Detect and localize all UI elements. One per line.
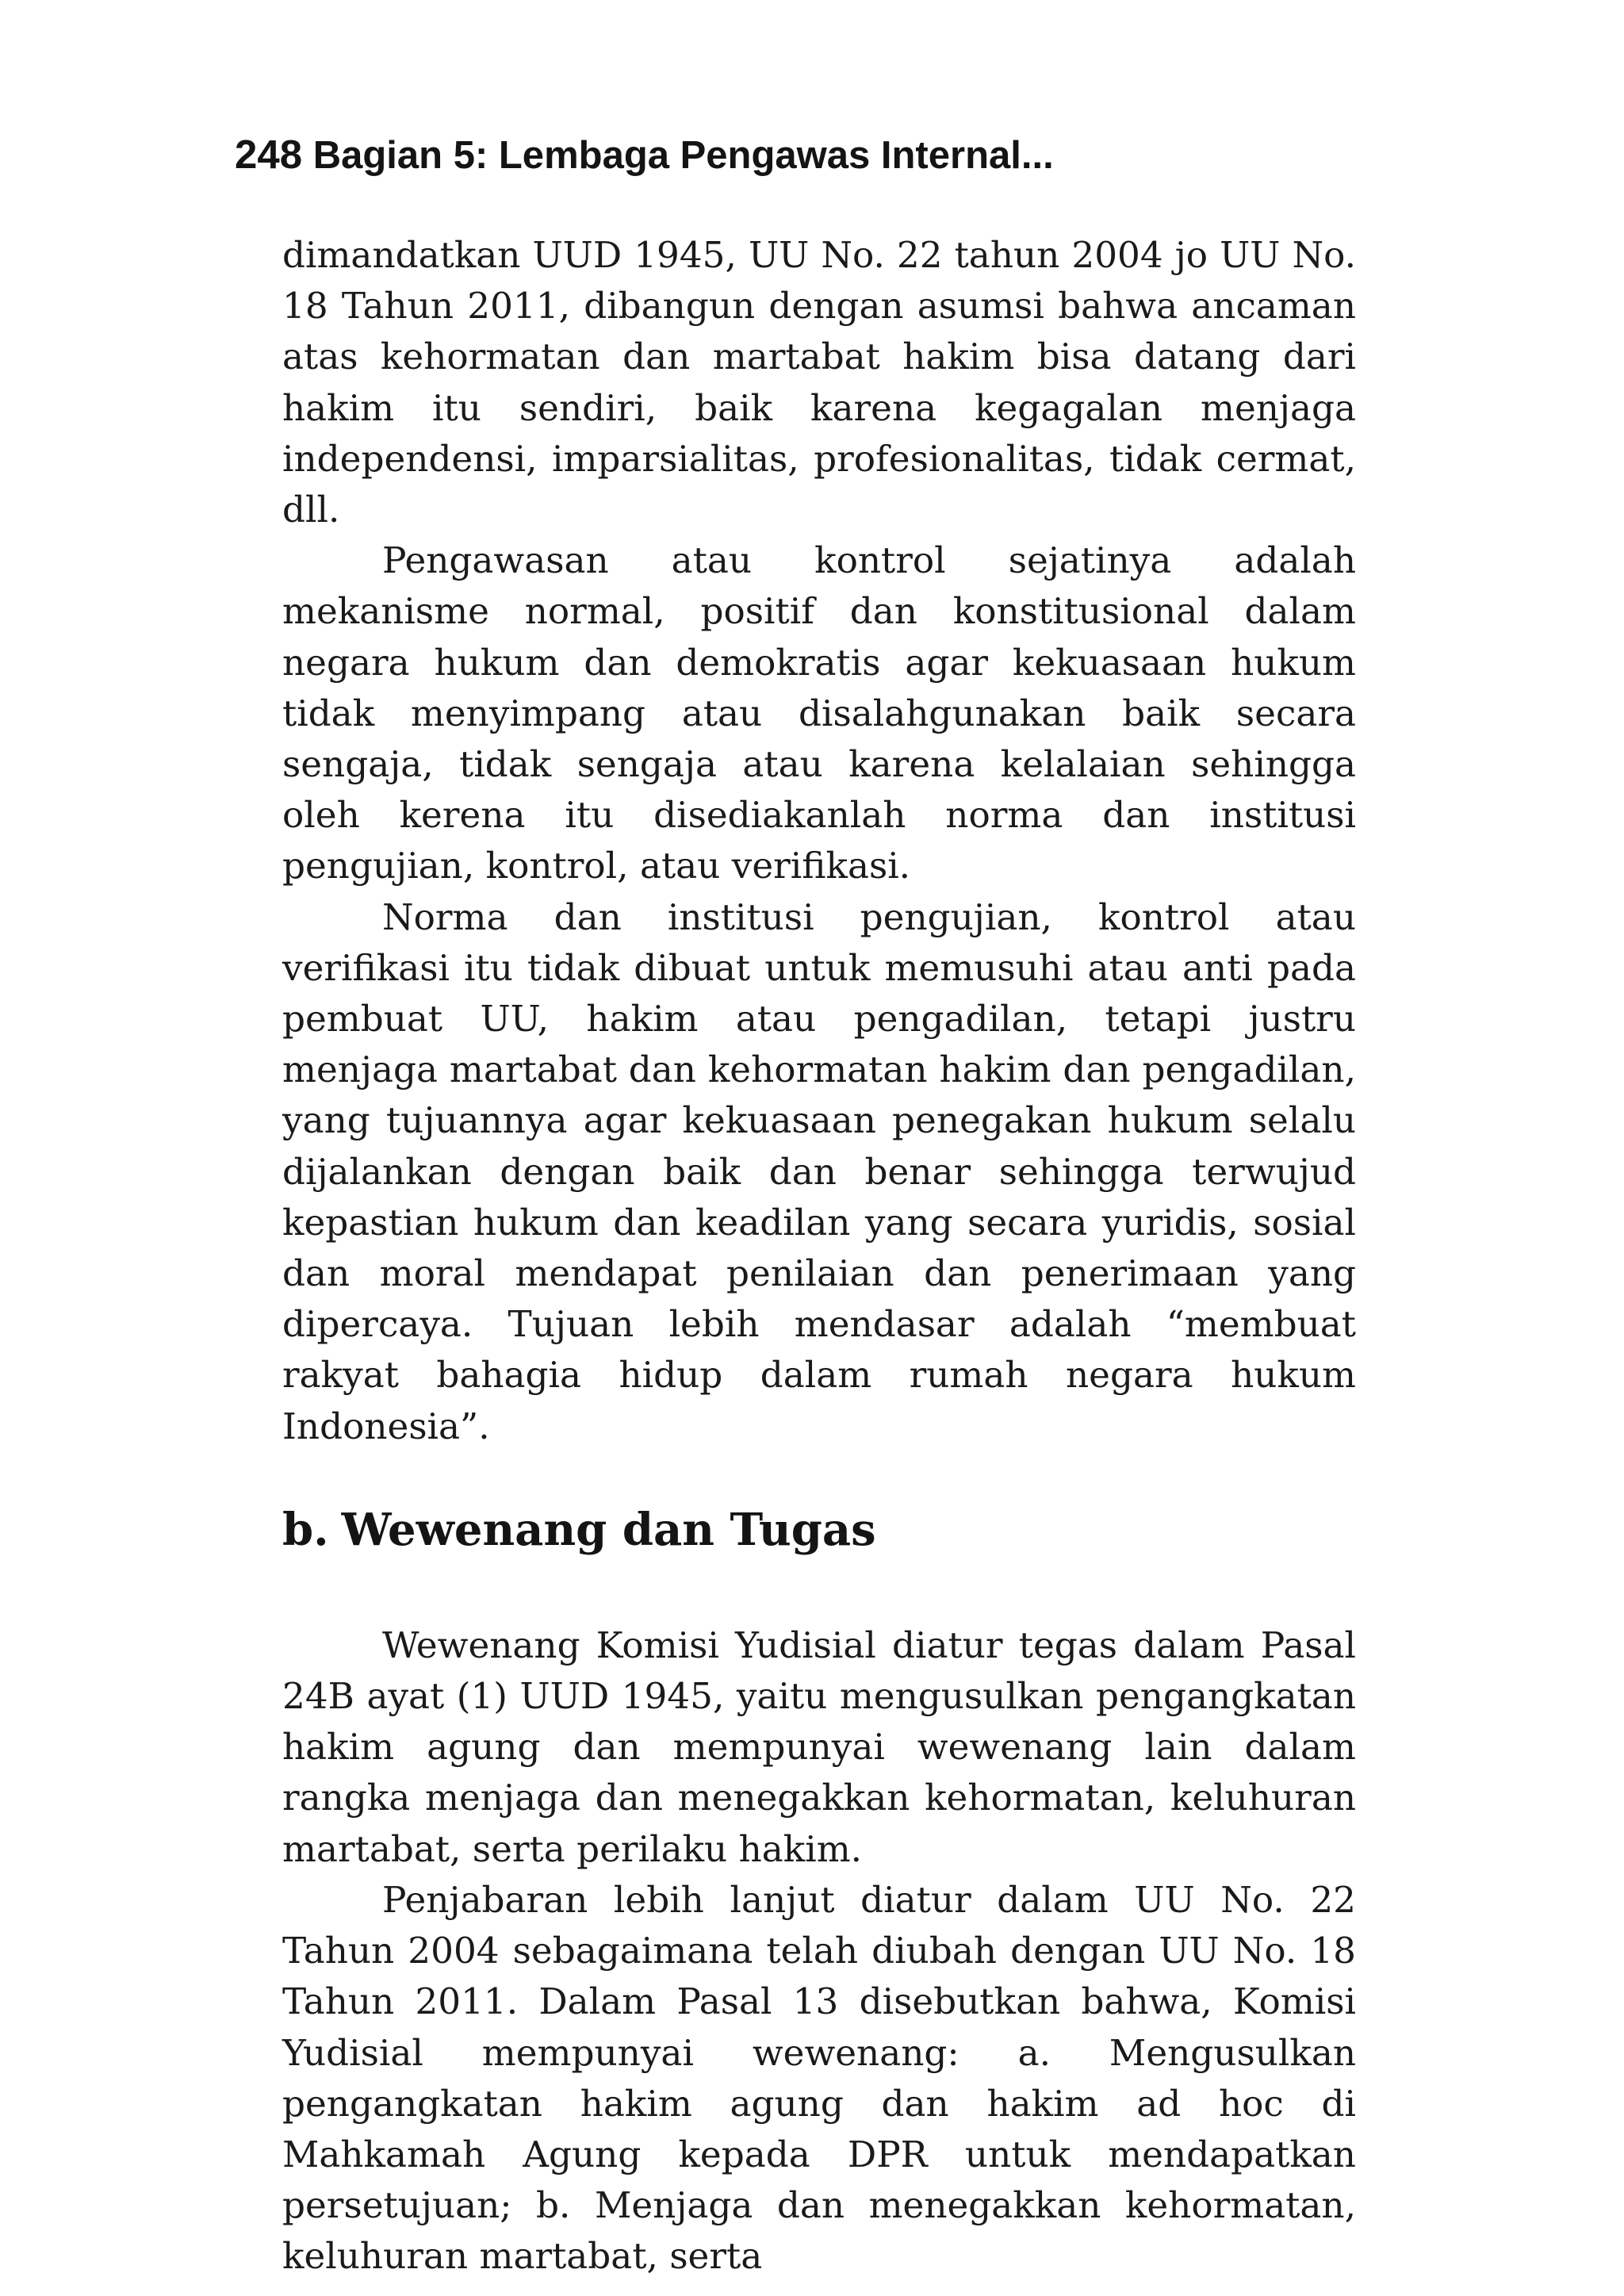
page-number: 248	[235, 132, 303, 177]
body-paragraph: Norma dan institusi pengujian, kontrol atau verifikasi itu tidak dibuat untuk memusuhi atau anti pada pembuat UU, hakim atau pengadilan, tetapi justru menjaga martabat dan kehormatan hakim dan pengadilan, yang tujuannya agar kekuasaan penegakan hukum selalu dijalankan dengan baik dan benar sehingga terwujud kepastian hukum dan keadilan yang secara yuridis, sosial dan moral mendapat penilaian dan penerimaan yang dipercaya. Tujuan lebih mendasar adalah “membuat rakyat bahagia hidup dalam rumah negara hukum Indonesia”.	[282, 895, 1356, 1447]
section-heading	[282, 1501, 1356, 1558]
running-header-title: Bagian 5: Lembaga Pengawas Internal...	[312, 134, 1054, 177]
body-paragraph: Pengawasan atau kontrol sejatinya adalah mekanisme normal, positif dan konstitusional dalam negara hukum dan demokratis agar kekuasaan hukum tidak menyimpang atau disalahgunakan baik secara sengaja, tidak sengaja atau karena kelalaian sehingga oleh kerena itu disediakanlah norma dan institusi pengujian, kontrol, atau verifikasi.	[282, 539, 1356, 887]
body-paragraph: Wewenang Komisi Yudisial diatur tegas dalam Pasal 24B ayat (1) UUD 1945, yaitu mengusulkan pengangkatan hakim agung dan mempunyai wewenang lain dalam rangka menjaga dan menegakkan kehormatan, keluhuran martabat, serta perilaku hakim.	[282, 1623, 1356, 1870]
body-paragraph: Penjabaran lebih lanjut diatur dalam UU No. 22 Tahun 2004 sebagaimana telah diubah dengan UU No. 18 Tahun 2011. Dalam Pasal 13 disebutkan bahwa, Komisi Yudisial mempunyai wewenang: a. Mengusulkan pengangkatan hakim agung dan hakim ad hoc di Mahkamah Agung kepada DPR untuk mendapatkan persetujuan; b. Menjaga dan menegakkan kehormatan, keluhuran martabat, serta	[282, 1878, 1356, 2278]
section-letter: b.	[282, 1503, 329, 1556]
page-body	[282, 230, 1356, 2283]
running-header	[235, 127, 1054, 183]
section-title: Wewenang dan Tugas	[341, 1503, 876, 1556]
body-paragraph: dimandatkan UUD 1945, UU No. 22 tahun 2004 jo UU No. 18 Tahun 2011, dibangun dengan asumsi bahwa ancaman atas kehormatan dan martabat hakim bisa datang dari hakim itu sendiri, baik karena kegagalan menjaga independensi, imparsialitas, profesionalitas, tidak cermat, dll.	[282, 234, 1356, 531]
